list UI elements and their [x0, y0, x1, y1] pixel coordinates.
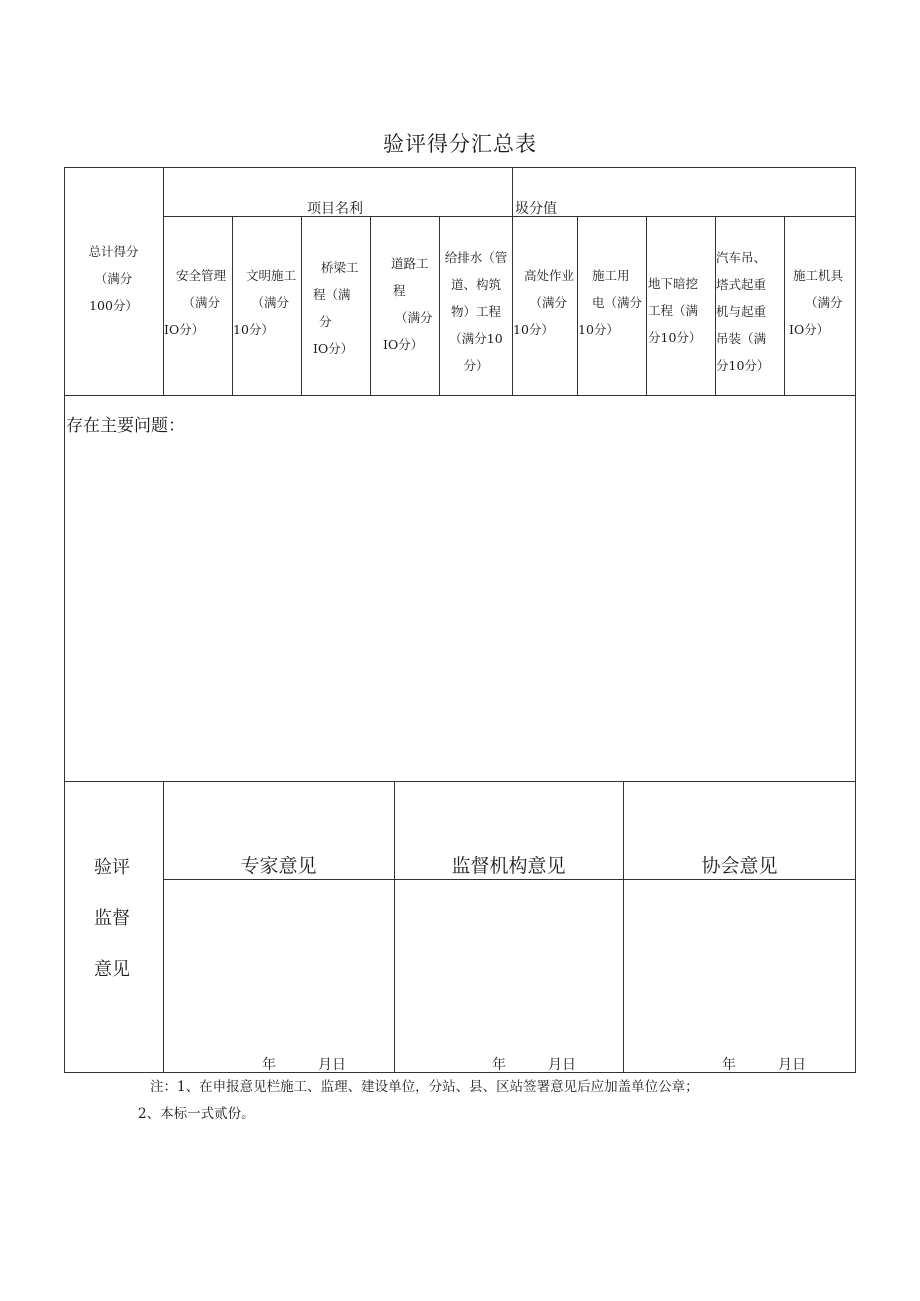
col-divider — [301, 216, 302, 395]
score-value-label: 圾分值 — [515, 201, 557, 217]
expert-opinion-header: 专家意见 — [240, 855, 317, 877]
opinion-header-bottom — [163, 879, 856, 880]
supervision-opinion-header: 监督机构意见 — [451, 855, 566, 877]
opinion-divider — [623, 781, 624, 1073]
expert-date-year: 年 — [262, 1057, 276, 1073]
opinion-side-divider — [163, 781, 164, 1073]
note-line-1: 注：1、在申报意见栏施工、监理、建设单位，分站、县、区站签署意见后应加盖单位公章； — [150, 1079, 699, 1095]
category-safety-management: 安全管理 （满分 IO分） — [164, 268, 226, 337]
category-water-drainage: 给排水（管 道、构筑 物）工程 （满分10 分） — [444, 250, 508, 373]
opinion-divider — [394, 781, 395, 1073]
page-title: 验评得分汇总表 — [383, 132, 537, 156]
score-row-bottom — [64, 395, 856, 396]
category-civilized-construction: 文明施工 （满分 10分） — [233, 268, 296, 337]
association-date-year: 年 — [722, 1057, 736, 1073]
category-construction-electricity: 施工用 电（满分 10分） — [578, 268, 643, 337]
category-underground-excavation: 地下暗挖 工程（满 分10分） — [648, 276, 702, 345]
side-label-line3: 意见 — [94, 959, 130, 980]
association-date-monthday: 月日 — [778, 1057, 806, 1073]
category-bridge: 桥梁工 程（满 分 IO分） — [313, 260, 359, 356]
category-construction-machinery: 施工机具 （满分 IO分） — [789, 268, 844, 337]
header-divider — [163, 216, 856, 217]
supervision-date-monthday: 月日 — [548, 1057, 576, 1073]
col-divider — [370, 216, 371, 395]
total-score-header: 总计得分 （满分 100分） — [88, 244, 139, 313]
expert-date-monthday: 月日 — [318, 1057, 346, 1073]
association-opinion-header: 协会意见 — [701, 855, 778, 877]
problems-label: 存在主要问题： — [66, 416, 185, 436]
category-work-at-height: 高处作业 （满分 10分） — [513, 268, 574, 337]
category-road: 道路工 程 （满分 IO分） — [383, 256, 433, 352]
side-label-line2: 监督 — [94, 908, 130, 929]
problems-bottom — [64, 781, 856, 782]
supervision-date-year: 年 — [492, 1057, 506, 1073]
category-crane-hoisting: 汽车吊、 塔式起重 机与起重 吊装（满 分10分） — [716, 250, 770, 373]
col-divider — [784, 216, 785, 395]
note-line-2: 2、本标一式贰份。 — [138, 1106, 255, 1122]
col-divider — [646, 216, 647, 395]
project-name-label: 项目名利 — [307, 201, 363, 217]
side-label-line1: 验评 — [94, 857, 130, 878]
